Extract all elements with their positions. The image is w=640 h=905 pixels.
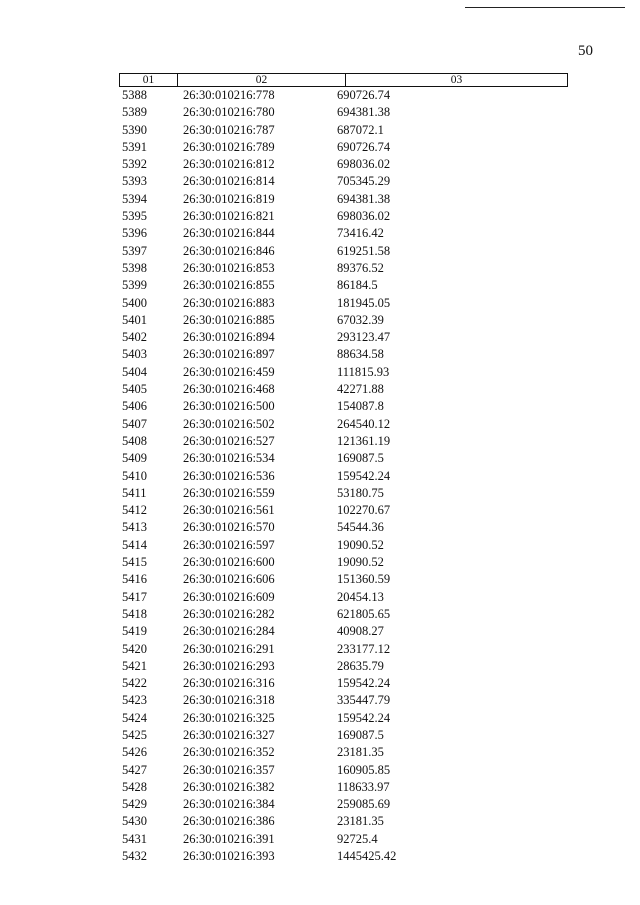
- row-number-cell: 5405: [122, 382, 147, 397]
- table-row: [119, 225, 568, 242]
- value-cell: 23181.35: [337, 814, 384, 829]
- row-number-cell: 5398: [122, 260, 147, 275]
- value-cell: 694381.38: [337, 105, 391, 120]
- table-row: [119, 744, 568, 761]
- table-row: [119, 295, 568, 312]
- row-number-cell: 5413: [122, 520, 147, 535]
- cadastral-number-cell: 26:30:010216:885: [183, 312, 275, 327]
- row-number-cell: 5412: [122, 503, 147, 518]
- cadastral-number-cell: 26:30:010216:325: [183, 710, 275, 725]
- row-number-cell: 5403: [122, 347, 147, 362]
- row-number-cell: 5422: [122, 676, 147, 691]
- cadastral-number-cell: 26:30:010216:393: [183, 849, 275, 864]
- row-number-cell: 5424: [122, 710, 147, 725]
- cadastral-number-cell: 26:30:010216:855: [183, 278, 275, 293]
- row-number-cell: 5408: [122, 433, 147, 448]
- row-number-cell: 5419: [122, 624, 147, 639]
- value-cell: 169087.5: [337, 451, 384, 466]
- cadastral-number-cell: 26:30:010216:384: [183, 797, 275, 812]
- row-number-cell: 5389: [122, 105, 147, 120]
- cadastral-number-cell: 26:30:010216:327: [183, 727, 275, 742]
- table-row: [119, 762, 568, 779]
- data-table: [119, 73, 568, 865]
- value-cell: 19090.52: [337, 555, 384, 570]
- row-number-cell: 5395: [122, 209, 147, 224]
- table-row: [119, 381, 568, 398]
- row-number-cell: 5391: [122, 139, 147, 154]
- table-row: [119, 122, 568, 139]
- row-number-cell: 5393: [122, 174, 147, 189]
- row-number-cell: 5390: [122, 122, 147, 137]
- value-cell: 690726.74: [337, 139, 391, 154]
- table-row: [119, 571, 568, 588]
- cadastral-number-cell: 26:30:010216:352: [183, 745, 275, 760]
- cadastral-number-cell: 26:30:010216:316: [183, 676, 275, 691]
- value-cell: 159542.24: [337, 676, 391, 691]
- table-row: [119, 779, 568, 796]
- row-number-cell: 5394: [122, 191, 147, 206]
- table-row: [119, 519, 568, 536]
- table-row: [119, 537, 568, 554]
- table-row: [119, 260, 568, 277]
- table-header: [119, 73, 568, 87]
- table-row: [119, 87, 568, 104]
- value-cell: 159542.24: [337, 710, 391, 725]
- row-number-cell: 5397: [122, 243, 147, 258]
- cadastral-number-cell: 26:30:010216:609: [183, 589, 275, 604]
- value-cell: 160905.85: [337, 762, 391, 777]
- value-cell: 28635.79: [337, 658, 384, 673]
- row-number-cell: 5402: [122, 330, 147, 345]
- row-number-cell: 5431: [122, 831, 147, 846]
- value-cell: 690726.74: [337, 88, 391, 102]
- value-cell: 67032.39: [337, 312, 384, 327]
- row-number-cell: 5427: [122, 762, 147, 777]
- cadastral-number-cell: 26:30:010216:502: [183, 416, 275, 431]
- value-cell: 89376.52: [337, 260, 384, 275]
- table-row: [119, 675, 568, 692]
- value-cell: 23181.35: [337, 745, 384, 760]
- cadastral-number-cell: 26:30:010216:853: [183, 260, 275, 275]
- value-cell: 54544.36: [337, 520, 384, 535]
- value-cell: 73416.42: [337, 226, 384, 241]
- table-row: [119, 641, 568, 658]
- table-row: [119, 173, 568, 190]
- row-number-cell: 5400: [122, 295, 147, 310]
- table-row: [119, 329, 568, 346]
- column-header-03: 03: [450, 74, 463, 86]
- table-row: [119, 191, 568, 208]
- value-cell: 40908.27: [337, 624, 384, 639]
- value-cell: 705345.29: [337, 174, 391, 189]
- value-cell: 259085.69: [337, 797, 391, 812]
- value-cell: 19090.52: [337, 537, 384, 552]
- table-row: [119, 364, 568, 381]
- cadastral-number-cell: 26:30:010216:534: [183, 451, 275, 466]
- value-cell: 687072.1: [337, 122, 384, 137]
- row-number-cell: 5416: [122, 572, 147, 587]
- table-row: [119, 623, 568, 640]
- table-row: [119, 243, 568, 260]
- cadastral-number-cell: 26:30:010216:559: [183, 485, 275, 500]
- column-header-02: 02: [178, 74, 346, 86]
- table-row: [119, 727, 568, 744]
- cadastral-number-cell: 26:30:010216:883: [183, 295, 275, 310]
- row-number-cell: 5407: [122, 416, 147, 431]
- value-cell: 619251.58: [337, 243, 391, 258]
- value-cell: 20454.13: [337, 589, 384, 604]
- value-cell: 169087.5: [337, 727, 384, 742]
- row-number-cell: 5388: [122, 88, 147, 102]
- cadastral-number-cell: 26:30:010216:778: [183, 88, 275, 102]
- row-number-cell: 5414: [122, 537, 147, 552]
- table-row: [119, 848, 568, 865]
- value-cell: 159542.24: [337, 468, 391, 483]
- cadastral-number-cell: 26:30:010216:600: [183, 555, 275, 570]
- row-number-cell: 5428: [122, 779, 147, 794]
- row-number-cell: 5401: [122, 312, 147, 327]
- row-number-cell: 5411: [122, 485, 147, 500]
- row-number-cell: 5396: [122, 226, 147, 241]
- row-number-cell: 5426: [122, 745, 147, 760]
- cadastral-number-cell: 26:30:010216:318: [183, 693, 275, 708]
- row-number-cell: 5409: [122, 451, 147, 466]
- table-row: [119, 277, 568, 294]
- top-rule: [465, 7, 625, 8]
- table-row: [119, 813, 568, 830]
- cadastral-number-cell: 26:30:010216:386: [183, 814, 275, 829]
- table-row: [119, 831, 568, 848]
- table-row: [119, 312, 568, 329]
- value-cell: 102270.67: [337, 503, 391, 518]
- table-row: [119, 156, 568, 173]
- cadastral-number-cell: 26:30:010216:536: [183, 468, 275, 483]
- value-cell: 92725.4: [337, 831, 378, 846]
- cadastral-number-cell: 26:30:010216:780: [183, 105, 275, 120]
- value-cell: 293123.47: [337, 330, 391, 345]
- row-number-cell: 5429: [122, 797, 147, 812]
- cadastral-number-cell: 26:30:010216:606: [183, 572, 275, 587]
- table-row: [119, 450, 568, 467]
- cadastral-number-cell: 26:30:010216:284: [183, 624, 275, 639]
- cadastral-number-cell: 26:30:010216:391: [183, 831, 275, 846]
- cadastral-number-cell: 26:30:010216:844: [183, 226, 275, 241]
- cadastral-number-cell: 26:30:010216:293: [183, 658, 275, 673]
- cadastral-number-cell: 26:30:010216:814: [183, 174, 275, 189]
- cadastral-number-cell: 26:30:010216:282: [183, 606, 275, 621]
- cadastral-number-cell: 26:30:010216:789: [183, 139, 275, 154]
- table-row: [119, 554, 568, 571]
- cadastral-number-cell: 26:30:010216:787: [183, 122, 275, 137]
- table-row: [119, 692, 568, 709]
- cadastral-number-cell: 26:30:010216:812: [183, 157, 275, 172]
- table-row: [119, 139, 568, 156]
- row-number-cell: 5417: [122, 589, 147, 604]
- cadastral-number-cell: 26:30:010216:561: [183, 503, 275, 518]
- cadastral-number-cell: 26:30:010216:357: [183, 762, 275, 777]
- cadastral-number-cell: 26:30:010216:821: [183, 209, 275, 224]
- table-row: [119, 606, 568, 623]
- cadastral-number-cell: 26:30:010216:570: [183, 520, 275, 535]
- value-cell: 118633.97: [337, 779, 390, 794]
- table-row: [119, 104, 568, 121]
- cadastral-number-cell: 26:30:010216:894: [183, 330, 275, 345]
- value-cell: 111815.93: [337, 364, 390, 379]
- table-row: [119, 416, 568, 433]
- row-number-cell: 5420: [122, 641, 147, 656]
- table-row: [119, 398, 568, 415]
- table-row: [119, 433, 568, 450]
- row-number-cell: 5421: [122, 658, 147, 673]
- value-cell: 154087.8: [337, 399, 384, 414]
- value-cell: 694381.38: [337, 191, 391, 206]
- value-cell: 621805.65: [337, 606, 391, 621]
- table-row: [119, 468, 568, 485]
- table-row: [119, 658, 568, 675]
- value-cell: 698036.02: [337, 157, 391, 172]
- row-number-cell: 5425: [122, 727, 147, 742]
- row-number-cell: 5430: [122, 814, 147, 829]
- table-row: [119, 208, 568, 225]
- row-number-cell: 5404: [122, 364, 147, 379]
- table-row: [119, 589, 568, 606]
- row-number-cell: 5392: [122, 157, 147, 172]
- cadastral-number-cell: 26:30:010216:382: [183, 779, 275, 794]
- value-cell: 335447.79: [337, 693, 391, 708]
- value-cell: 121361.19: [337, 433, 391, 448]
- value-cell: 264540.12: [337, 416, 391, 431]
- cadastral-number-cell: 26:30:010216:597: [183, 537, 275, 552]
- cadastral-number-cell: 26:30:010216:500: [183, 399, 275, 414]
- page-number: 50: [578, 43, 593, 59]
- row-number-cell: 5418: [122, 606, 147, 621]
- cadastral-number-cell: 26:30:010216:459: [183, 364, 275, 379]
- value-cell: 53180.75: [337, 485, 384, 500]
- table-body: [119, 87, 568, 865]
- column-header-01: 01: [120, 74, 178, 86]
- value-cell: 42271.88: [337, 382, 384, 397]
- value-cell: 1445425.42: [337, 849, 397, 864]
- table-row: [119, 796, 568, 813]
- cadastral-number-cell: 26:30:010216:291: [183, 641, 275, 656]
- table-row: [119, 485, 568, 502]
- cadastral-number-cell: 26:30:010216:527: [183, 433, 275, 448]
- table-row: [119, 346, 568, 363]
- cadastral-number-cell: 26:30:010216:468: [183, 382, 275, 397]
- row-number-cell: 5399: [122, 278, 147, 293]
- value-cell: 181945.05: [337, 295, 391, 310]
- row-number-cell: 5432: [122, 849, 147, 864]
- table-row: [119, 710, 568, 727]
- cadastral-number-cell: 26:30:010216:897: [183, 347, 275, 362]
- value-cell: 88634.58: [337, 347, 384, 362]
- row-number-cell: 5410: [122, 468, 147, 483]
- value-cell: 698036.02: [337, 209, 391, 224]
- cadastral-number-cell: 26:30:010216:819: [183, 191, 275, 206]
- row-number-cell: 5406: [122, 399, 147, 414]
- value-cell: 151360.59: [337, 572, 391, 587]
- table-row: [119, 502, 568, 519]
- row-number-cell: 5415: [122, 555, 147, 570]
- cadastral-number-cell: 26:30:010216:846: [183, 243, 275, 258]
- row-number-cell: 5423: [122, 693, 147, 708]
- value-cell: 86184.5: [337, 278, 378, 293]
- value-cell: 233177.12: [337, 641, 391, 656]
